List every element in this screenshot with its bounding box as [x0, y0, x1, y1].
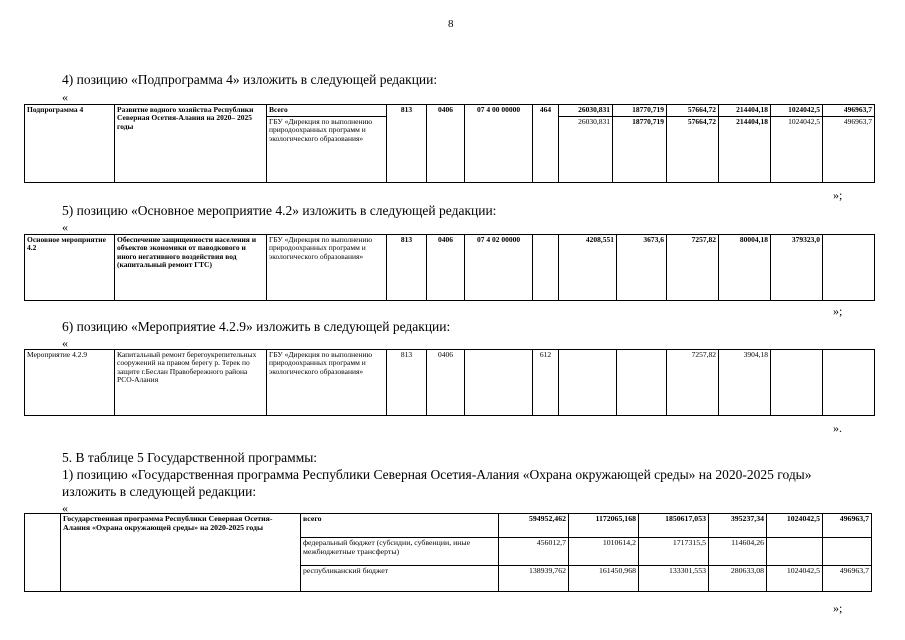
close-quote: »; — [833, 304, 843, 318]
table-cell: 0406 — [427, 105, 465, 183]
section-heading-edit: изложить в следующей редакции: — [62, 484, 257, 499]
table-cell — [823, 350, 875, 416]
table-cell: 456012,7 — [499, 538, 569, 566]
table-cell: 496963,7 — [823, 117, 875, 183]
table-cell — [823, 235, 875, 301]
table-cell: 1024042,5 — [771, 105, 823, 117]
table-cell: 813 — [387, 105, 427, 183]
table-cell — [823, 538, 872, 566]
table-cell: 496963,7 — [823, 566, 872, 592]
close-quote: »; — [833, 188, 843, 202]
table-cell: 594952,462 — [499, 514, 569, 538]
table-cell: 3673,6 — [617, 235, 667, 301]
table-cell: 395237,34 — [709, 514, 767, 538]
section-heading-main-event-4-2: 5) позицию «Основное мероприятие 4.2» изложить в следующей редакции: — [62, 203, 497, 218]
table-cell: федеральный бюджет (субсидии, субвенции, иные межбюджетные трансферты) — [301, 538, 499, 566]
table-cell: Обеспечение защищенности населения и объектов экономики от паводкового и иного негативного воздействия вод (капитальный ремонт ГТС) — [115, 235, 267, 301]
table-cell: 26030,831 — [559, 105, 613, 117]
table-cell: 3904,18 — [719, 350, 771, 416]
open-quote: « — [62, 501, 68, 515]
section-heading-event-4-2-9: 6) позицию «Мероприятие 4.2.9» изложить в следующей редакции: — [62, 319, 451, 334]
section-heading-state-program: 1) позицию «Государственная программа Республики Северная Осетия-Алания «Охрана окружающей среды» на 2020-2025 годы» — [62, 467, 812, 482]
table-row — [25, 235, 875, 301]
table-cell — [465, 350, 533, 416]
table-cell: 7257,82 — [667, 350, 719, 416]
table-cell: 138939,762 — [499, 566, 569, 592]
table-row — [25, 105, 875, 117]
table-subprogram-4 — [24, 104, 875, 183]
table-cell — [767, 538, 823, 566]
section-heading-subprogram-4: 4) позицию «Подпрограмма 4» изложить в следующей редакции: — [62, 72, 438, 87]
close-quote: »; — [833, 601, 843, 615]
table-cell — [533, 235, 559, 301]
table-cell: республиканский бюджет — [301, 566, 499, 592]
table-cell: 114604,26 — [709, 538, 767, 566]
close-quote: ». — [833, 421, 842, 435]
table-cell: 612 — [533, 350, 559, 416]
table-cell: 496963,7 — [823, 514, 872, 538]
table-cell: 1172065,168 — [569, 514, 639, 538]
table-cell: 1024042,5 — [771, 117, 823, 183]
table-main-event-4-2 — [24, 234, 875, 301]
table-cell — [771, 350, 823, 416]
table-cell: ГБУ «Дирекция по выполнению природоохранных программ и экологического образования» — [267, 350, 387, 416]
table-row — [25, 514, 872, 538]
table-cell: 133301,553 — [639, 566, 709, 592]
table-cell: ГБУ «Дирекция по выполнению природоохранных программ и экологического образования» — [267, 117, 387, 183]
table-cell: 07 4 02 00000 — [465, 235, 533, 301]
table-cell: 4208,551 — [559, 235, 617, 301]
table-cell: 0406 — [427, 350, 465, 416]
table-cell: 496963,7 — [823, 105, 875, 117]
table-cell: Всего — [267, 105, 387, 117]
open-quote: « — [62, 90, 68, 104]
table-cell: 1717315,5 — [639, 538, 709, 566]
table-cell: Мероприятие 4.2.9 — [25, 350, 115, 416]
table-cell: 18770,719 — [613, 105, 667, 117]
table-cell: 280633,08 — [709, 566, 767, 592]
table-cell: 464 — [533, 105, 559, 183]
table-cell: всего — [301, 514, 499, 538]
table-event-4-2-9 — [24, 349, 875, 416]
table-cell: 0406 — [427, 235, 465, 301]
table-cell: 1850617,053 — [639, 514, 709, 538]
open-quote: « — [62, 336, 68, 350]
table-cell: 57664,72 — [667, 105, 719, 117]
table-cell — [559, 350, 617, 416]
table-cell: 26030,831 — [559, 117, 613, 183]
table-cell: ГБУ «Дирекция по выполнению природоохранных программ и экологического образования» — [267, 235, 387, 301]
table-cell: 1024042,5 — [767, 514, 823, 538]
table-cell: Развитие водного хозяйства Республики Северная Осетия-Алания на 2020– 2025 годы — [115, 105, 267, 183]
open-quote: « — [62, 220, 68, 234]
table-cell: 80004,18 — [719, 235, 771, 301]
table-cell: Капитальный ремонт берегоукрепительных сооружений на правом берегу р. Терек по защите г.Беслан Правобережного района РСО-Алания — [115, 350, 267, 416]
table-cell: 214404,18 — [719, 105, 771, 117]
table-cell: 813 — [387, 350, 427, 416]
table-cell: Основное мероприятие 4.2 — [25, 235, 115, 301]
table-cell: 1010614,2 — [569, 538, 639, 566]
table-cell: 813 — [387, 235, 427, 301]
table-cell — [617, 350, 667, 416]
table-cell: 214404,18 — [719, 117, 771, 183]
table-cell: 07 4 00 00000 — [465, 105, 533, 183]
table-cell: 7257,82 — [667, 235, 719, 301]
table-cell: 57664,72 — [667, 117, 719, 183]
table-cell: 18770,719 — [613, 117, 667, 183]
table-cell: 161450,968 — [569, 566, 639, 592]
program-name-cell: Государственная программа Республики Северная Осетия-Алания «Охрана окружающей среды» на 2020-2025 годы — [61, 514, 301, 592]
table-row — [25, 350, 875, 416]
table-cell: Подпрограмма 4 — [25, 105, 115, 183]
table-cell: 1024042,5 — [767, 566, 823, 592]
table-cell — [25, 514, 61, 592]
section-heading-table-5: 5. В таблице 5 Государственной программы: — [62, 450, 318, 465]
table-cell: 379323,0 — [771, 235, 823, 301]
table-state-program — [24, 513, 872, 592]
page-number: 8 — [448, 18, 454, 30]
